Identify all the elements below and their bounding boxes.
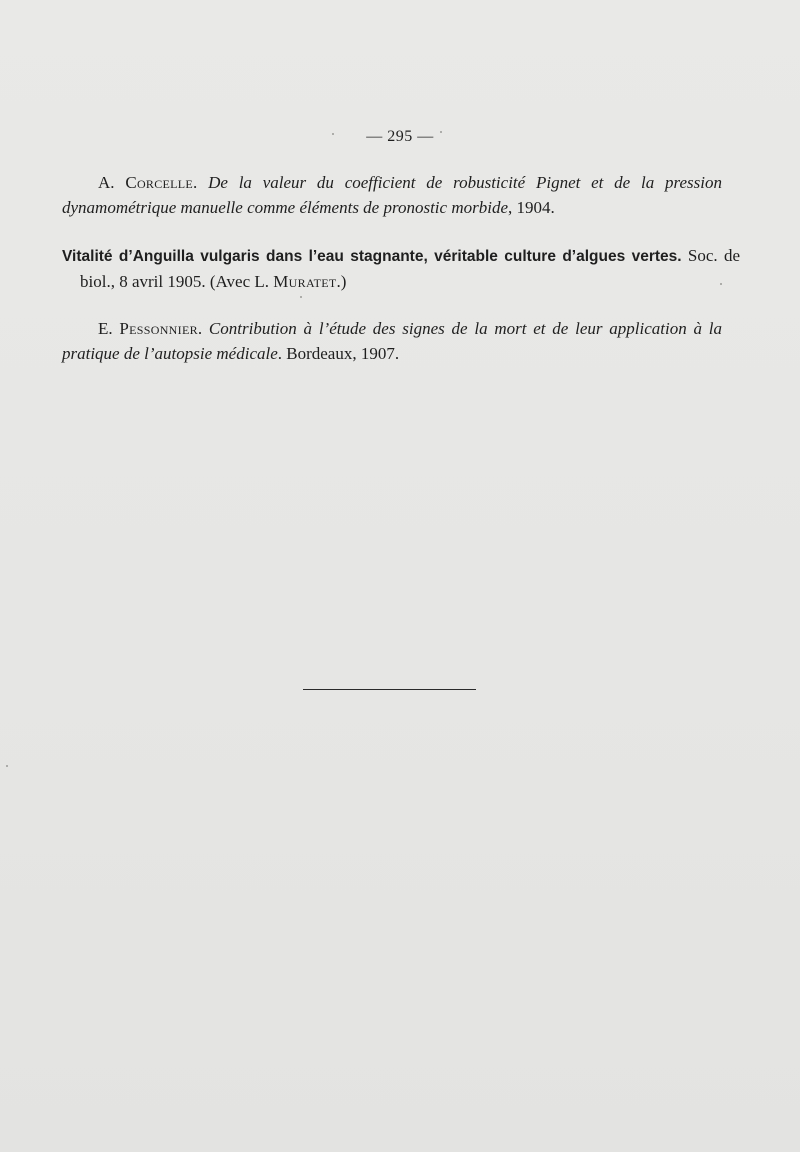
bibliography-entry-anguilla [62, 243, 740, 294]
page-number: — 295 — [366, 128, 434, 145]
paper-speck [6, 765, 8, 767]
author-initial: A. [98, 173, 126, 192]
work-details: Soc. de biol., 8 avril 1905. (Avec L. [80, 246, 740, 291]
author-name: Corcelle [125, 173, 194, 192]
work-title: Vitalité d’Anguilla vulgaris dans l’eau stagnante, véritable culture d’algues vertes. [62, 248, 682, 265]
author-name: Pessonnier [119, 319, 198, 338]
bibliography-entry-pessonnier [62, 316, 722, 366]
work-title: De la valeur du coefficient de robusticité Pignet et de la pression dynamométrique manuelle comme éléments de pronostic morbide [62, 173, 723, 217]
paper-speck [300, 296, 302, 298]
coauthor-name: Muratet [273, 272, 337, 291]
author-initial: E. [98, 319, 120, 338]
work-title: Contribution à l’étude des signes de la mort et de leur application à la pratique de l’autopsie médicale [62, 319, 723, 363]
work-details: , 1904. [507, 198, 555, 217]
author-period: . [193, 173, 209, 192]
bibliography-entry-corcelle [62, 170, 722, 220]
author-period: . [197, 319, 209, 338]
section-end-rule [303, 689, 476, 690]
work-details: . Bordeaux, 1907. [277, 344, 400, 363]
work-details-end: .) [336, 272, 347, 291]
